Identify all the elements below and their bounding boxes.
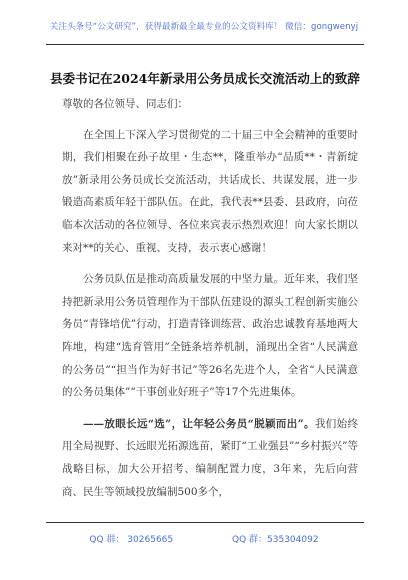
paragraph-3-text: 我们始终用全局视野、长远眼光拓源选苗，紧盯“工业强县”“乡村振兴”等战略目标，加大公开招考、编制配置力度，3年来，先后向营商、民生等领域投放编制500多个， xyxy=(62,417,358,498)
header-divider xyxy=(46,44,364,45)
document-title: 县委书记在2024年新录用公务员成长交流活动上的致辞 xyxy=(50,71,360,86)
paragraph-3-lead: ——放眼长远“选”，让年轻公务员“脱颖而出”。 xyxy=(83,417,315,430)
footer-divider xyxy=(46,522,364,523)
paragraph-3 xyxy=(62,413,358,503)
footer-qq-group-2: QQ 群：535304092 xyxy=(232,535,319,545)
header-promo: 关注头条号“公文研究”，获得最新最全最专业的公文资料库！ 微信：gongwenyj xyxy=(49,22,359,32)
document-body xyxy=(62,93,358,503)
paragraph-1: 在全国上下深入学习贯彻党的二十届三中全会精神的重要时期，我们相聚在孙子故里・生态**，隆重举办“品质**・青新绽放”新录用公务员成长交流活动，共话成长、共谋发展，进一步锻造高素质年轻干部队伍。在此，我代表**县委、县政府，向莅临本次活动的各位领导、各位来宾表示热烈欢迎！向大家长期以来对**的关心、重视、支持，表示衷心感谢！ xyxy=(62,128,358,254)
footer-qq-group-1: QQ 群： 30265665 xyxy=(89,535,174,545)
paragraph-2: 公务员队伍是推动高质量发展的中坚力量。近年来，我们坚持把新录用公务员管理作为干部队伍建设的源头工程创新实施公务员“青锋培优”行动，打造青锋训练营、政治忠诚教育基地两大阵地，构建“选育管用”全链条培养机制，涌现出全省“人民满意的公务员”“担当作为好书记”等26名先进个人，全省“人民满意的公务员集体”“干事创业好班子”等17个先进集体。 xyxy=(62,273,358,399)
footer xyxy=(0,532,408,545)
salutation: 尊敬的各位领导、同志们： xyxy=(62,98,188,110)
